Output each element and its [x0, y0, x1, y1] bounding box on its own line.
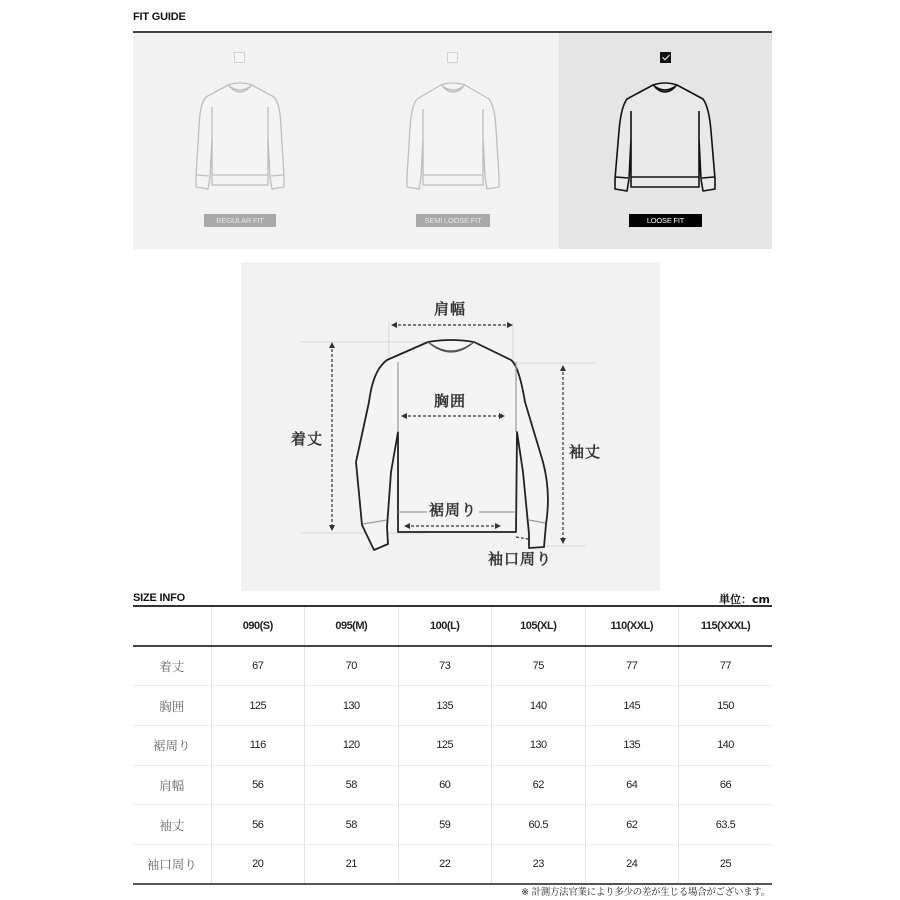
- table-cell: 20: [211, 844, 305, 884]
- row-label: 着丈: [133, 646, 211, 686]
- size-info-title: SIZE INFO: [133, 592, 185, 604]
- table-cell: 77: [585, 646, 679, 686]
- table-cell: 56: [211, 805, 305, 845]
- label-chest: 胸囲: [434, 392, 467, 410]
- table-cell: 21: [305, 844, 399, 884]
- sweatshirt-semi-loose-icon: [399, 77, 507, 197]
- sweatshirt-regular-icon: [188, 77, 292, 197]
- fit-guide-panel: [133, 31, 772, 249]
- table-cell: 66: [679, 765, 773, 805]
- fit-label-semi-loose: SEMI LOOSE FIT: [416, 214, 490, 227]
- fit-option-semi-loose[interactable]: [346, 33, 559, 249]
- table-row: [133, 725, 772, 765]
- label-sleeve-length: 袖丈: [569, 443, 602, 461]
- table-cell: 60: [398, 765, 492, 805]
- table-cell: 70: [305, 646, 399, 686]
- unit-label: 単位：cm: [719, 593, 770, 606]
- label-hem: 裾周り: [429, 501, 478, 519]
- row-label: 裾周り: [133, 725, 211, 765]
- table-row: [133, 646, 772, 686]
- table-cell: 120: [305, 725, 399, 765]
- table-cell: 125: [211, 686, 305, 726]
- table-cell: 140: [679, 725, 773, 765]
- table-cell: 130: [492, 725, 586, 765]
- table-cell: 25: [679, 844, 773, 884]
- table-row: [133, 805, 772, 845]
- column-header-size: 100(L): [398, 606, 492, 646]
- label-shoulder-width: 肩幅: [434, 300, 467, 318]
- table-cell: 130: [305, 686, 399, 726]
- row-label: 胸囲: [133, 686, 211, 726]
- table-cell: 62: [585, 805, 679, 845]
- table-cell: 58: [305, 805, 399, 845]
- column-header-empty: [133, 606, 211, 646]
- row-label: 肩幅: [133, 765, 211, 805]
- measurement-diagram: [241, 262, 660, 591]
- fit-checkbox-regular[interactable]: [234, 52, 245, 63]
- row-label: 袖口周り: [133, 844, 211, 884]
- fit-option-regular[interactable]: [133, 33, 346, 249]
- table-row: [133, 844, 772, 884]
- table-cell: 73: [398, 646, 492, 686]
- table-cell: 63.5: [679, 805, 773, 845]
- fit-checkbox-loose-checked[interactable]: [660, 52, 671, 63]
- table-cell: 24: [585, 844, 679, 884]
- table-cell: 67: [211, 646, 305, 686]
- table-cell: 140: [492, 686, 586, 726]
- label-cuff: 袖口周り: [488, 550, 553, 568]
- table-cell: 64: [585, 765, 679, 805]
- fit-label-loose: LOOSE FIT: [629, 214, 702, 227]
- table-cell: 145: [585, 686, 679, 726]
- table-cell: 135: [398, 686, 492, 726]
- table-row: [133, 686, 772, 726]
- table-cell: 59: [398, 805, 492, 845]
- table-cell: 77: [679, 646, 773, 686]
- table-row: [133, 765, 772, 805]
- column-header-size: 105(XL): [492, 606, 586, 646]
- table-cell: 22: [398, 844, 492, 884]
- table-cell: 58: [305, 765, 399, 805]
- column-header-size: 090(S): [211, 606, 305, 646]
- sweatshirt-loose-icon: [607, 77, 723, 199]
- table-cell: 150: [679, 686, 773, 726]
- table-cell: 23: [492, 844, 586, 884]
- label-body-length: 着丈: [291, 430, 324, 448]
- table-cell: 62: [492, 765, 586, 805]
- column-header-size: 110(XXL): [585, 606, 679, 646]
- size-table-header-row: [133, 606, 772, 646]
- fit-label-regular: REGULAR FIT: [204, 214, 276, 227]
- table-cell: 60.5: [492, 805, 586, 845]
- fit-checkbox-semi-loose[interactable]: [447, 52, 458, 63]
- size-table: [133, 605, 772, 885]
- table-cell: 135: [585, 725, 679, 765]
- fit-option-loose[interactable]: [559, 33, 772, 249]
- table-cell: 56: [211, 765, 305, 805]
- column-header-size: 095(M): [305, 606, 399, 646]
- fit-guide-title: FIT GUIDE: [133, 11, 186, 23]
- measurement-footnote: ※ 計測方法官業により多少の差が生じる場合がございます。: [521, 887, 770, 898]
- column-header-size: 115(XXXL): [679, 606, 773, 646]
- row-label: 袖丈: [133, 805, 211, 845]
- table-cell: 75: [492, 646, 586, 686]
- table-cell: 125: [398, 725, 492, 765]
- table-cell: 116: [211, 725, 305, 765]
